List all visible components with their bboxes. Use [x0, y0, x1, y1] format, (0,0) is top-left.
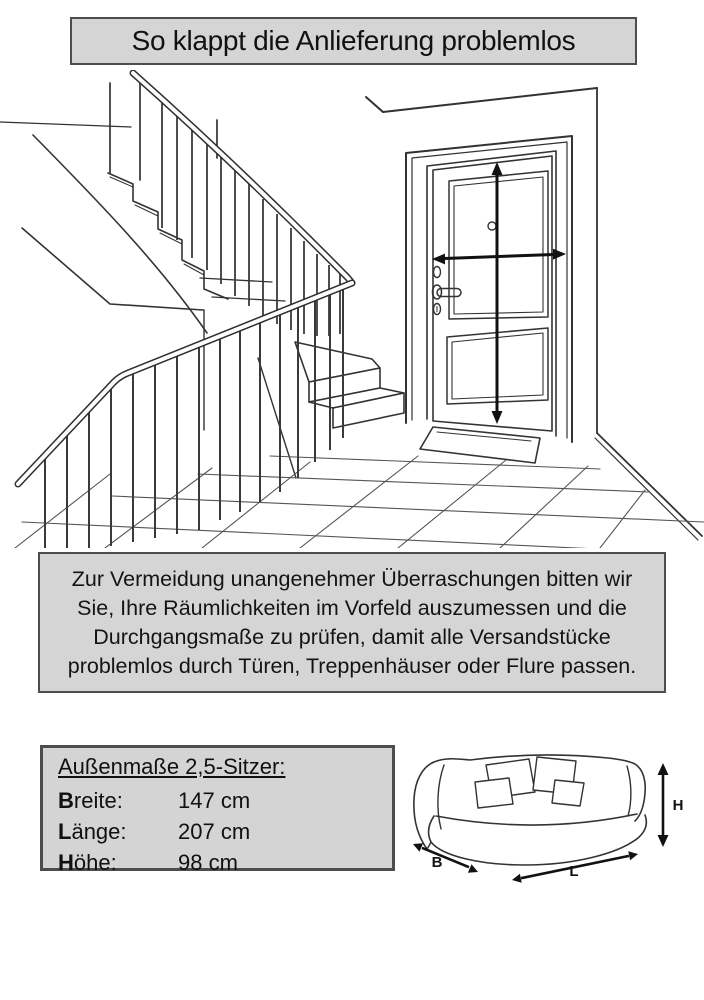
sofa-height-arrow	[658, 763, 684, 847]
near-balusters	[45, 287, 343, 548]
dimension-value: 98 cm	[178, 850, 238, 875]
door-group	[406, 136, 572, 442]
dimension-value: 207 cm	[178, 819, 251, 844]
dimension-row-breite	[58, 785, 392, 816]
sofa-pillows	[475, 757, 584, 808]
dimension-label: Breite:	[58, 788, 123, 813]
info-line: problemlos durch Türen, Treppenhäuser oder Flure passen.	[67, 653, 637, 678]
bottom-steps	[295, 342, 404, 428]
dimension-row-hoehe	[58, 847, 392, 878]
height-arrow-label: H	[672, 797, 684, 814]
header-box	[70, 17, 637, 65]
dimensions-box	[40, 745, 395, 875]
dimension-row-laenge	[58, 816, 392, 847]
dimensions-title: Außenmaße 2,5-Sitzer:	[58, 754, 286, 779]
dimension-value: 147 cm	[178, 788, 251, 813]
page-title: So klappt die Anlieferung problemlos	[131, 25, 576, 56]
dimension-label: Höhe:	[58, 850, 117, 875]
length-arrow-label: L	[569, 863, 579, 880]
info-box	[38, 552, 666, 693]
sofa-illustration	[400, 733, 700, 898]
sofa-seat	[427, 814, 646, 865]
width-arrow-label: B	[431, 854, 443, 871]
door-area-fill	[406, 136, 572, 442]
staircase-door-illustration	[0, 70, 704, 548]
info-line: Sie, Ihre Räumlichkeiten im Vorfeld auszumessen und die	[77, 595, 627, 620]
info-line: Zur Vermeidung unangenehmer Überraschungen bitten wir	[71, 566, 633, 591]
info-line: Durchgangsmaße zu prüfen, damit alle Versandstücke	[93, 624, 611, 649]
near-handrail	[18, 283, 352, 484]
dimension-label: Länge:	[58, 819, 127, 844]
sofa-width-arrow	[413, 843, 478, 872]
sofa-length-arrow	[512, 851, 638, 882]
floor-tiles	[15, 433, 704, 548]
near-railing	[18, 283, 352, 548]
